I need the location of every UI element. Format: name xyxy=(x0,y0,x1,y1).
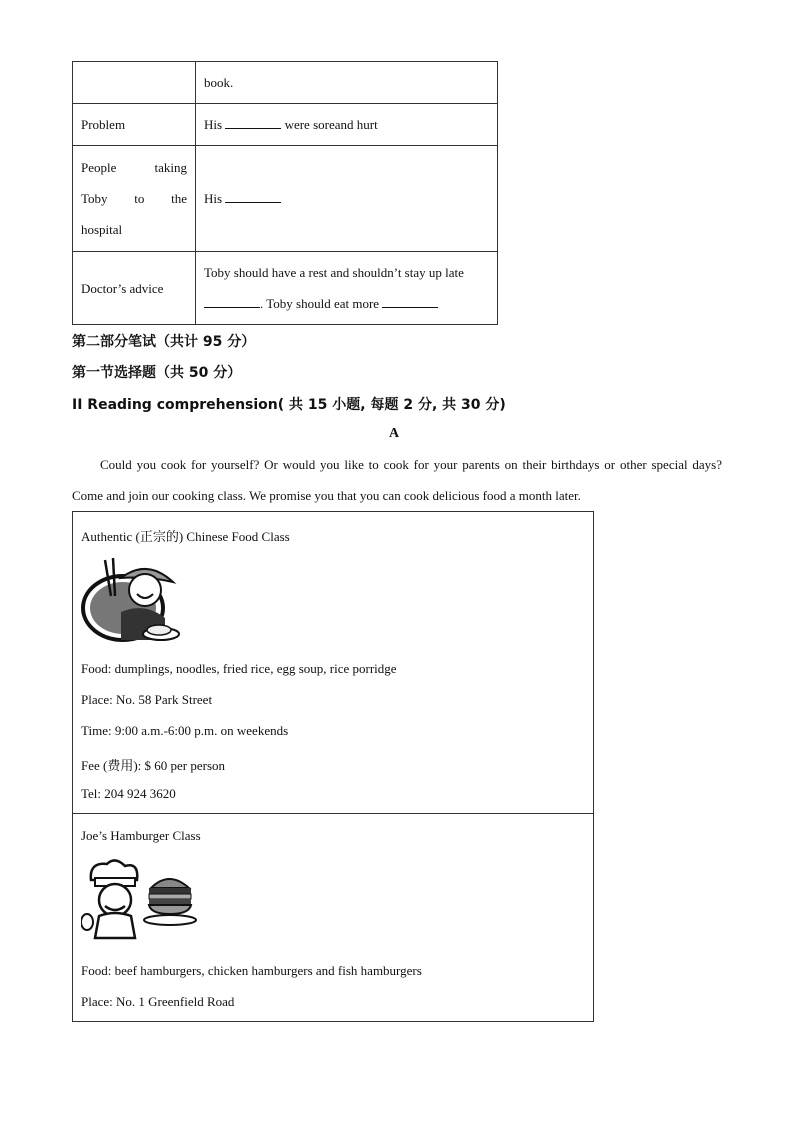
content-post: were soreand hurt xyxy=(284,117,378,132)
intro-paragraph: Could you cook for yourself? Or would you like to cook for your parents on their birthdays or other special days? Come and join our cooking class. We promise you that you can cook delicious food a month later. xyxy=(72,457,722,503)
advice-text: . Toby should eat more xyxy=(260,296,380,311)
class-title: Joe’s Hamburger Class xyxy=(81,828,201,843)
row-content xyxy=(196,104,498,146)
table-row xyxy=(73,146,498,252)
info-table xyxy=(72,61,498,325)
class-place: Place: No. 1 Greenfield Road xyxy=(81,994,235,1009)
table-row xyxy=(73,62,498,104)
label-line: People taking xyxy=(81,160,187,175)
chinese-chef-icon xyxy=(81,556,181,644)
row-label: Doctor’s advice xyxy=(73,252,196,325)
row-content xyxy=(196,146,498,252)
class-place: Place: No. 58 Park Street xyxy=(81,692,213,707)
label-line: Toby to the xyxy=(81,191,187,206)
class-time: Time: 9:00 a.m.-6:00 p.m. on weekends xyxy=(81,723,289,738)
row-label xyxy=(73,62,196,104)
answer-blank xyxy=(225,128,281,129)
class-title: Authentic (正宗的) Chinese Food Class xyxy=(81,529,290,544)
classes-box xyxy=(72,511,594,1022)
part-heading: 第二部分笔试（共计 95 分） xyxy=(72,334,256,350)
content-pre: His xyxy=(204,191,223,206)
row-content xyxy=(196,252,498,325)
row-label: Problem xyxy=(73,104,196,146)
advice-line-2 xyxy=(204,288,489,319)
passage-label: A xyxy=(389,426,400,441)
class-card-chinese xyxy=(73,512,593,814)
section-heading: 第一节选择题（共 50 分） xyxy=(72,365,242,381)
row-label xyxy=(73,146,196,252)
table-row xyxy=(73,252,498,325)
answer-blank xyxy=(382,307,438,308)
advice-line-1: Toby should have a rest and shouldn’t stay up late xyxy=(204,265,464,280)
reading-heading: II Reading comprehension( 共 15 小题, 每题 2 分, 共 30 分) xyxy=(72,397,506,413)
class-card-hamburger xyxy=(73,814,593,1022)
content-pre: His xyxy=(204,117,223,132)
class-tel: Tel: 204 924 3620 xyxy=(81,786,176,801)
row-content: book. xyxy=(196,62,498,104)
hamburger-chef-icon xyxy=(81,858,197,942)
table-row xyxy=(73,104,498,146)
class-fee: Fee (费用): $ 60 per person xyxy=(81,758,226,773)
class-food: Food: dumplings, noodles, fried rice, egg soup, rice porridge xyxy=(81,661,397,676)
label-line: hospital xyxy=(81,222,123,237)
class-food: Food: beef hamburgers, chicken hamburgers and fish hamburgers xyxy=(81,963,422,978)
answer-blank xyxy=(204,307,260,308)
answer-blank xyxy=(225,202,281,203)
